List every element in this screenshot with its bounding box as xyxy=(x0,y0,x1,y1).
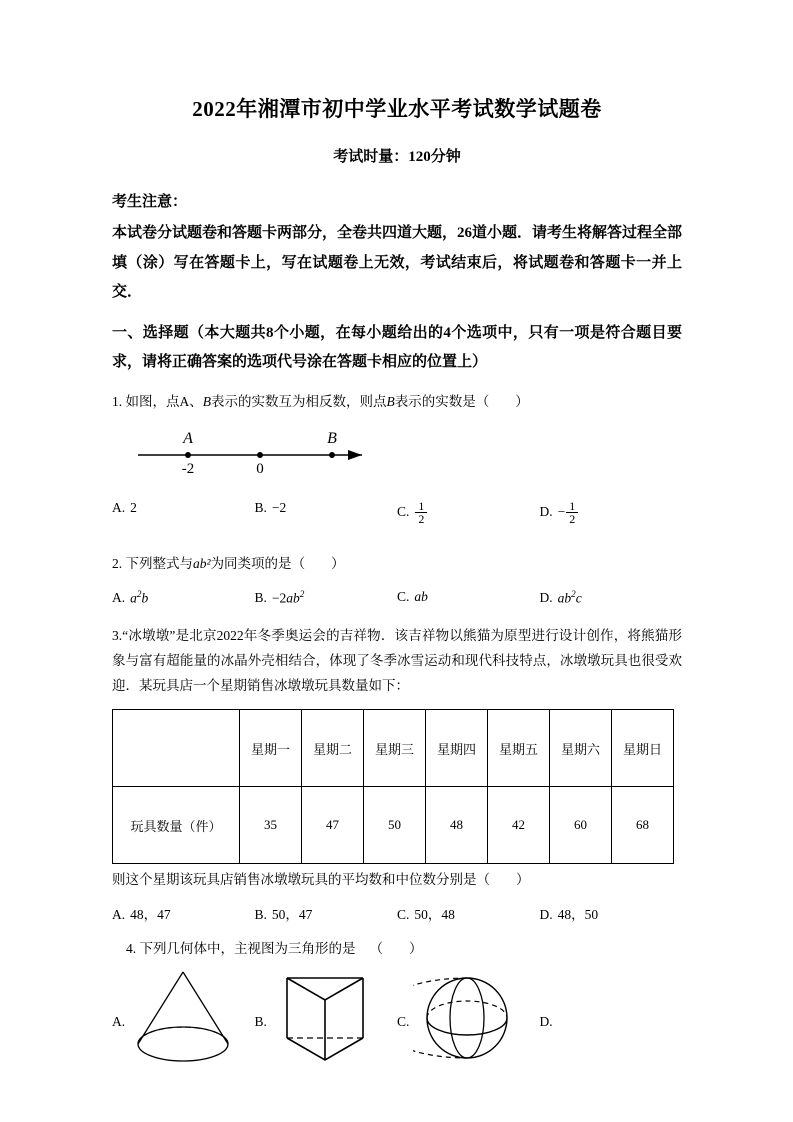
question-2-answer-blank xyxy=(292,552,345,577)
question-4-option-b-label: B. xyxy=(254,1014,267,1030)
table-header-thu: 星期四 xyxy=(426,710,488,787)
question-4-answer-blank xyxy=(356,937,423,962)
table-corner-cell xyxy=(113,710,240,787)
triangular-prism-icon xyxy=(271,966,379,1076)
table-row-header xyxy=(113,710,674,787)
question-1-number: 1. xyxy=(112,393,123,409)
fraction-neg-one-half: $\frac{1}{2}$ xyxy=(566,500,578,526)
table-value-fri: 42 xyxy=(488,787,550,864)
question-4-option-d[interactable] xyxy=(540,966,683,1030)
question-2-options xyxy=(112,589,682,607)
question-2-text-a: 下列整式与 xyxy=(125,555,193,571)
question-1-option-a[interactable]: A. 2 xyxy=(112,499,137,515)
question-3-followup: 则这个星期该玩具店销售冰墩墩玩具的平均数和中位数分别是（ ） xyxy=(112,868,682,893)
numline-value-a: -2 xyxy=(181,460,195,477)
question-2-text-b: 为同类项的是 xyxy=(210,555,292,571)
question-2-number: 2. xyxy=(112,555,123,571)
question-4-option-a[interactable] xyxy=(112,966,255,1076)
question-2-option-c[interactable]: C. ab xyxy=(397,588,428,604)
question-4-text: 下列几何体中，主视图为三角形的是 xyxy=(139,941,356,957)
table-header-wed: 星期三 xyxy=(364,710,426,787)
question-1-var-b1: B xyxy=(202,393,211,409)
table-value-sun: 68 xyxy=(612,787,674,864)
table-header-tue: 星期二 xyxy=(302,710,364,787)
question-2-expression: ab² xyxy=(193,555,211,571)
question-2-option-d[interactable]: D. $ab^2c$ xyxy=(539,588,582,606)
question-1-figure xyxy=(130,421,682,484)
question-1-option-b[interactable]: B. −2 xyxy=(254,499,287,515)
section-one-heading: 一、选择题（本大题共8个小题，在每小题给出的4个选项中，只有一项是符合题目要求，请将正确答案的选项代号涂在答题卡相应的位置上） xyxy=(112,325,682,371)
table-value-mon: 35 xyxy=(240,787,302,864)
question-4-option-c[interactable] xyxy=(397,966,540,1076)
table-value-thu: 48 xyxy=(426,787,488,864)
question-1-answer-blank xyxy=(476,390,529,415)
numline-value-origin: 0 xyxy=(256,460,264,477)
question-1-option-d[interactable]: D. − $\frac{1}{2}$ xyxy=(540,500,683,526)
fraction-one-half: $\frac{1}{2}$ xyxy=(415,500,427,526)
question-4-option-b[interactable] xyxy=(255,966,398,1076)
table-header-sun: 星期日 xyxy=(612,710,674,787)
table-value-wed: 50 xyxy=(364,787,426,864)
question-3-option-c[interactable]: C. 50，48 xyxy=(397,907,455,923)
question-3-option-a[interactable]: A. 48，47 xyxy=(112,907,171,923)
question-1-stem xyxy=(112,390,682,415)
question-2-option-a[interactable]: A. $a^2b$ xyxy=(112,588,149,606)
toy-sales-table xyxy=(112,709,674,864)
table-value-sat: 60 xyxy=(550,787,612,864)
question-3-number: 3. xyxy=(112,628,123,644)
question-4-option-d-label: D. xyxy=(539,1014,553,1030)
question-3-text: “冰墩墩”是北京2022年冬季奥运会的吉祥物．该吉祥物以熊猫为原型进行设计创作，将熊猫形象与富有超能量的冰晶外壳相结合，体现了冬季冰雪运动和现代科技特点，冰墩墩玩具也很受欢迎．某玩具店一个星期销售冰墩墩玩具数量如下： xyxy=(112,628,682,694)
question-4-options xyxy=(112,966,682,1076)
notice-heading: 考生注意： xyxy=(112,194,188,211)
table-value-tue: 47 xyxy=(302,787,364,864)
question-4-option-a-label: A. xyxy=(112,1014,126,1030)
question-1-text-c: 表示的实数是 xyxy=(394,393,476,409)
table-row-values xyxy=(113,787,674,864)
numline-label-b: B xyxy=(327,429,337,447)
page-title: 2022年湘潭市初中学业水平考试数学试题卷 xyxy=(192,97,602,121)
numline-label-a: A xyxy=(183,429,193,447)
table-header-mon: 星期一 xyxy=(240,710,302,787)
notice-body: 本试卷分试题卷和答题卡两部分，全卷共四道大题，26道小题．请考生将解答过程全部填（涂）写在答题卡上，写在试题卷上无效，考试结束后，将试题卷和答题卡一并上交． xyxy=(112,225,683,300)
question-3-option-b[interactable]: B. 50，47 xyxy=(254,907,313,923)
question-4-option-c-label: C. xyxy=(397,1014,410,1030)
cone-icon xyxy=(129,966,237,1076)
table-row-label: 玩具数量（件） xyxy=(113,787,240,864)
question-1-option-c[interactable]: C. $\frac{1}{2}$ xyxy=(397,500,540,526)
table-header-fri: 星期五 xyxy=(488,710,550,787)
number-line-diagram xyxy=(130,421,390,479)
question-1-var-b2: B xyxy=(386,393,395,409)
table-header-sat: 星期六 xyxy=(550,710,612,787)
question-2-stem xyxy=(112,552,682,577)
question-4-number: 4. xyxy=(126,941,137,957)
question-1-options xyxy=(112,500,682,526)
page-content xyxy=(112,0,682,1076)
question-3-options xyxy=(112,903,682,923)
question-1-text-b: 表示的实数互为相反数，则点 xyxy=(211,393,387,409)
question-1-text-a: 如图，点A、 xyxy=(125,393,203,409)
question-4-stem xyxy=(112,937,682,962)
question-2-option-b[interactable]: B. $-2ab^2$ xyxy=(254,588,305,606)
sphere-icon xyxy=(413,966,521,1076)
exam-duration: 考试时量：120分钟 xyxy=(333,149,461,166)
question-3-stem xyxy=(112,624,682,699)
question-3-answer-blank xyxy=(477,868,530,893)
question-3-option-d[interactable]: D. 48，50 xyxy=(539,907,599,923)
